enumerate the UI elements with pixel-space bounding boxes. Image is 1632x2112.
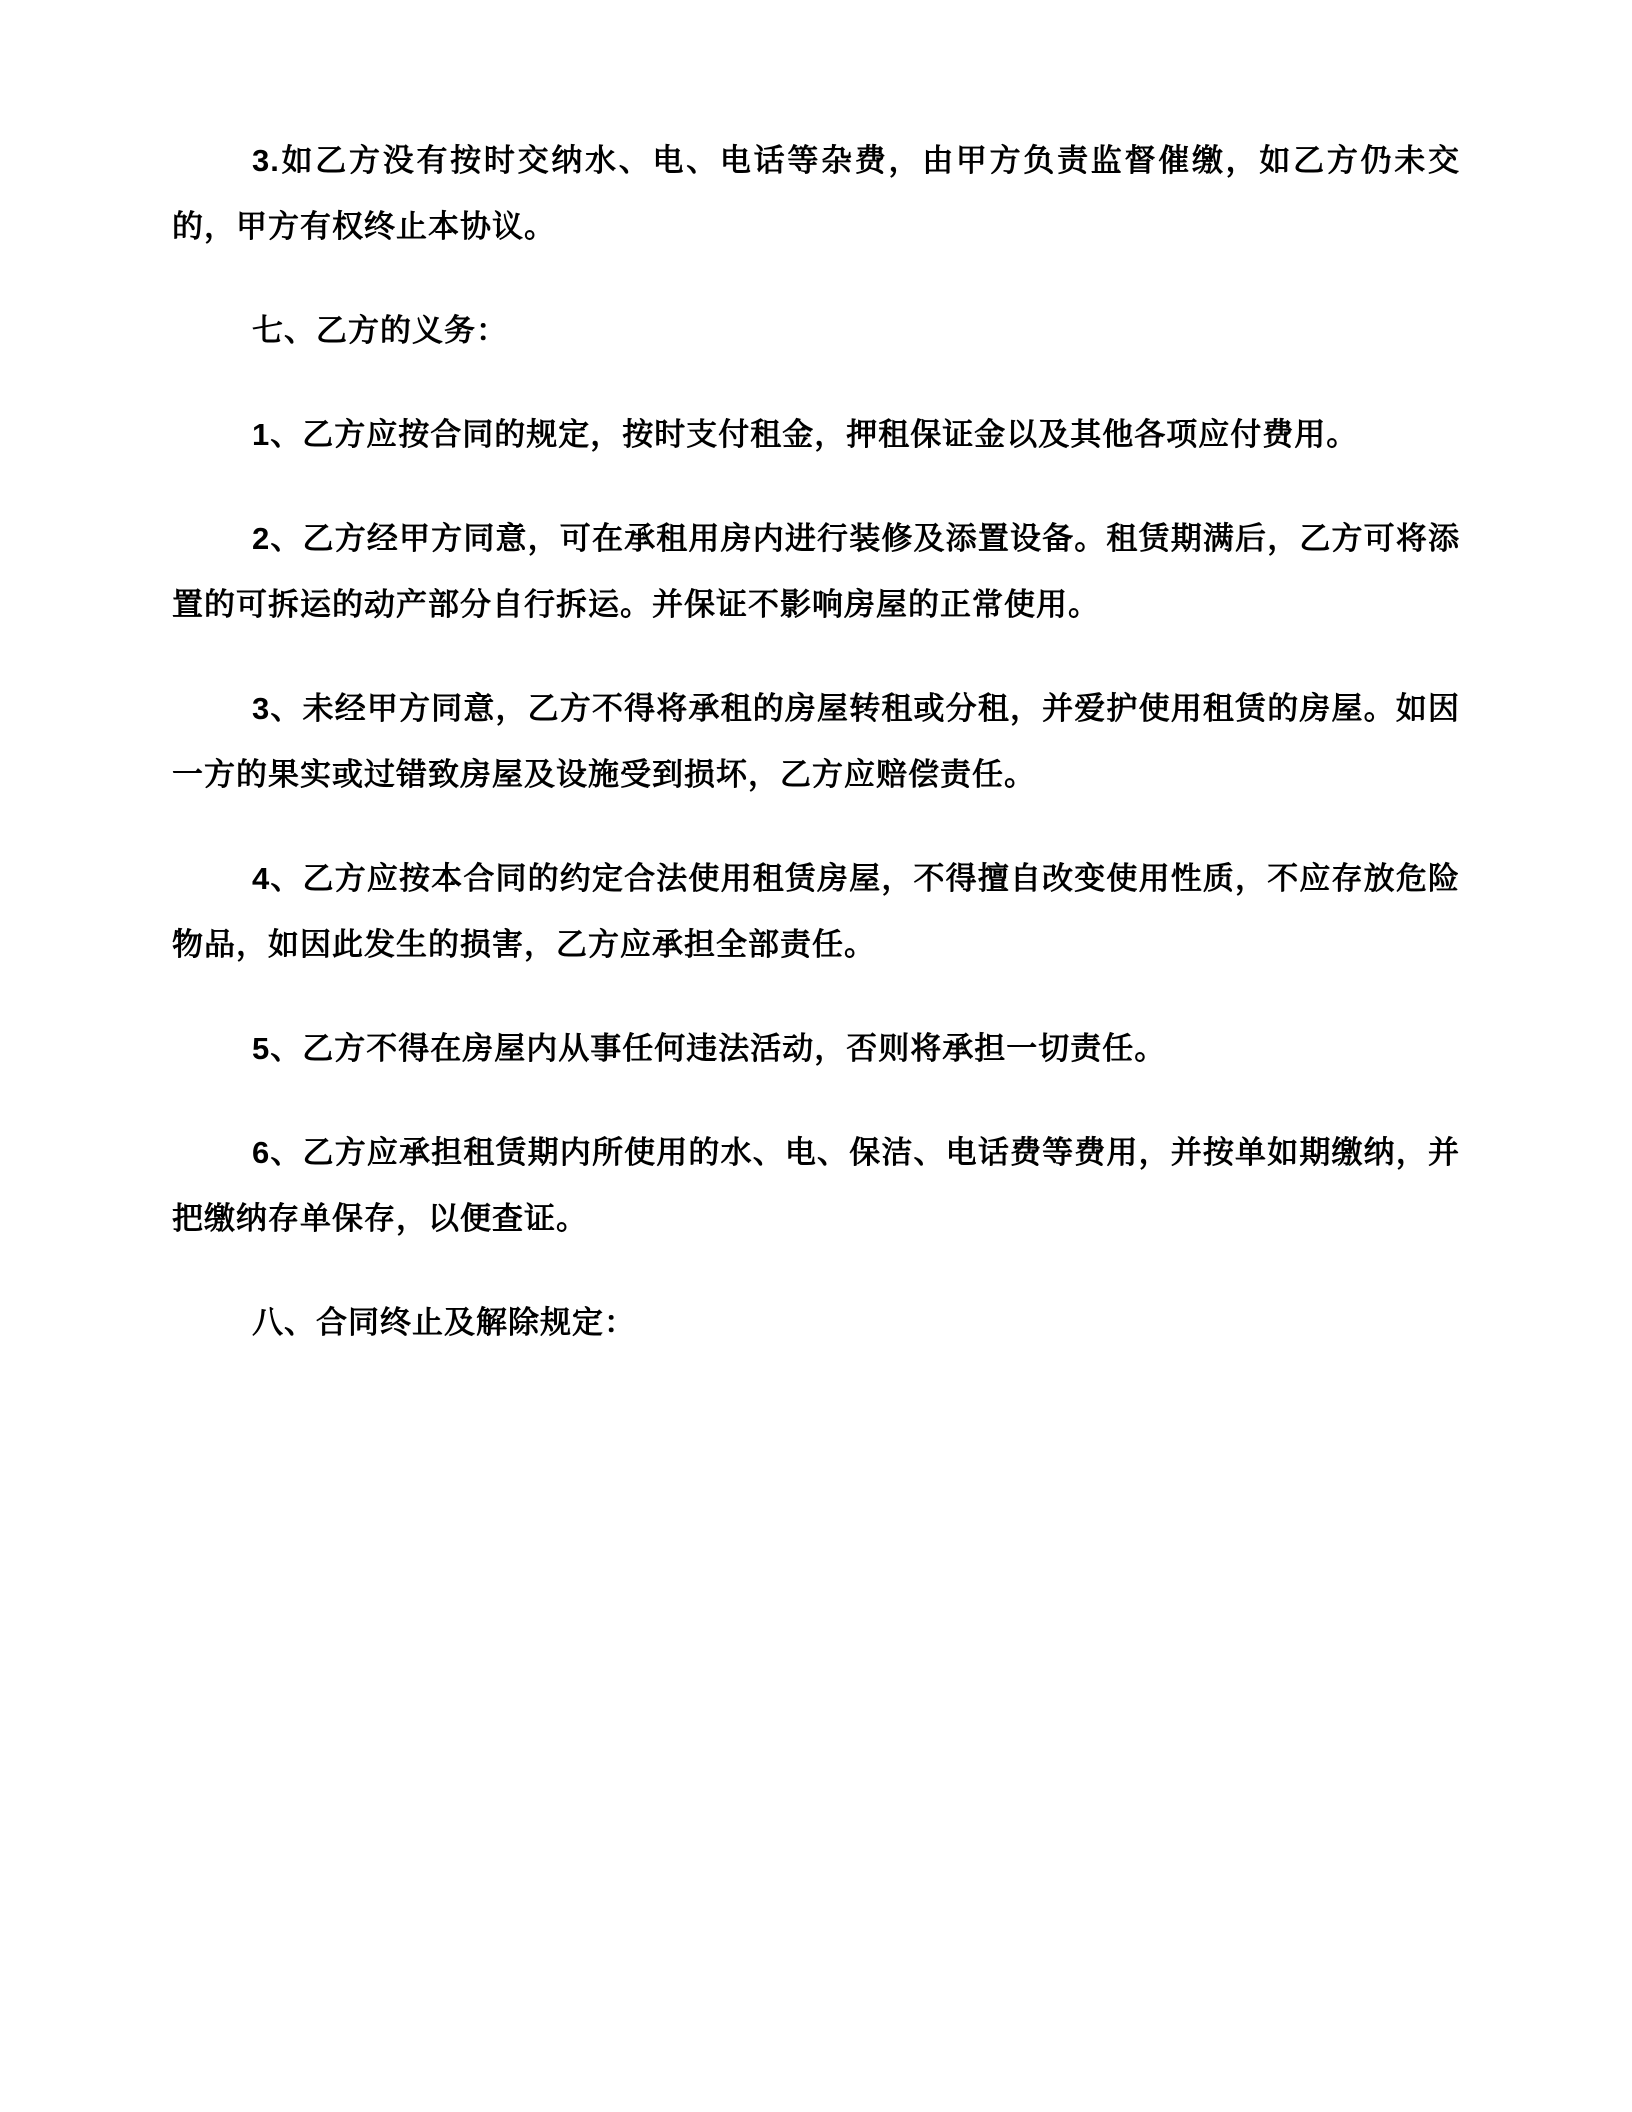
paragraph-clause-3: 3.如乙方没有按时交纳水、电、电话等杂费，由甲方负责监督催缴，如乙方仍未交的，甲方有权终止本协议。 (172, 143, 1460, 244)
paragraph-obligation-1: 1、乙方应按合同的规定，按时支付租金，押租保证金以及其他各项应付费用。 (252, 417, 1359, 452)
paragraph-section-8-heading: 八、合同终止及解除规定： (252, 1305, 636, 1340)
paragraph-section-7-heading: 七、乙方的义务： (252, 313, 508, 348)
paragraph-obligation-2: 2、乙方经甲方同意，可在承租用房内进行装修及添置设备。租赁期满后，乙方可将添置的可拆运的动产部分自行拆运。并保证不影响房屋的正常使用。 (172, 521, 1460, 622)
paragraph-obligation-6: 6、乙方应承担租赁期内所使用的水、电、保洁、电话费等费用，并按单如期缴纳，并把缴纳存单保存，以便查证。 (172, 1135, 1460, 1236)
paragraph-obligation-3: 3、未经甲方同意，乙方不得将承租的房屋转租或分租，并爱护使用租赁的房屋。如因一方的果实或过错致房屋及设施受到损坏，乙方应赔偿责任。 (172, 691, 1460, 792)
paragraph-obligation-5: 5、乙方不得在房屋内从事任何违法活动，否则将承担一切责任。 (252, 1031, 1167, 1066)
paragraph-obligation-4: 4、乙方应按本合同的约定合法使用租赁房屋，不得擅自改变使用性质，不应存放危险物品，如因此发生的损害，乙方应承担全部责任。 (172, 861, 1460, 962)
document-body (172, 128, 1460, 1356)
